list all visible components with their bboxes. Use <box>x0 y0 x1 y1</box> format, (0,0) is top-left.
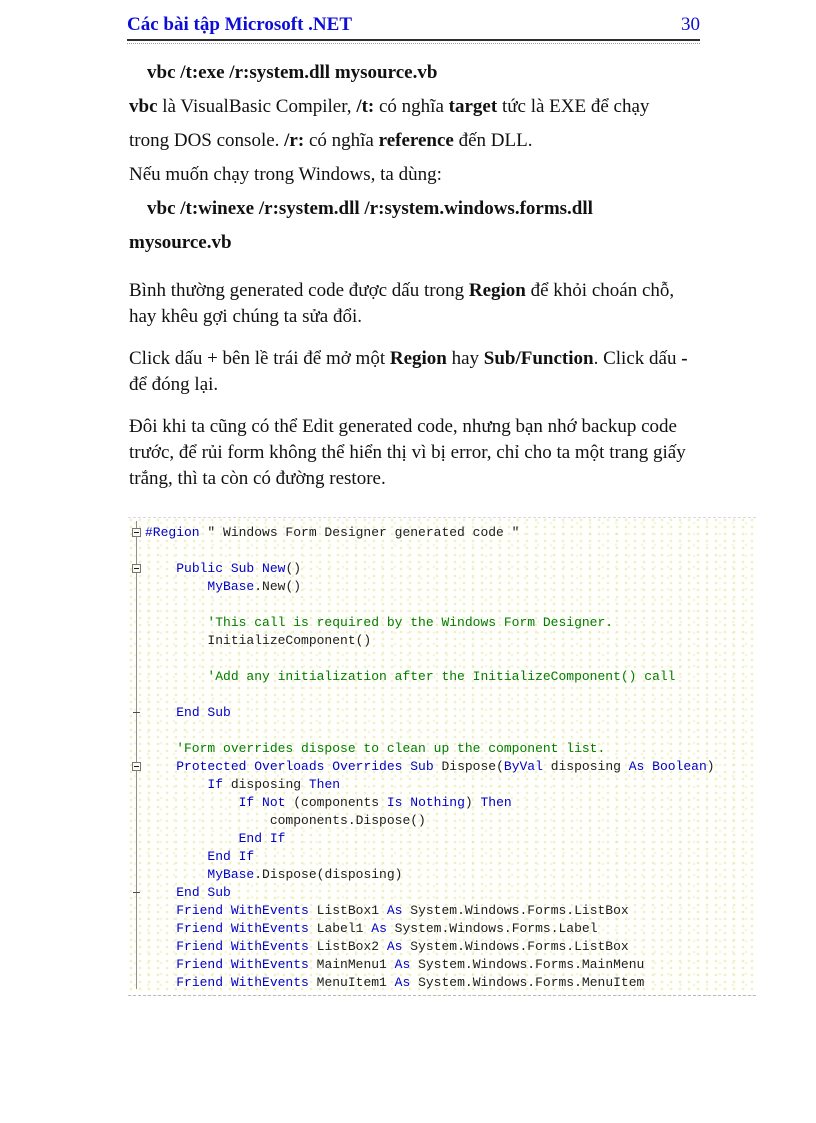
bold-text: vbc <box>129 96 158 117</box>
text: trước, để rủi form không thể hiển thị vì bị error, chỉ cho ta một trang giấy <box>129 442 686 463</box>
keyword: Public Sub New <box>176 561 286 576</box>
code <box>145 903 176 918</box>
code-text <box>145 813 426 828</box>
code-line <box>128 812 756 830</box>
collapse-region-icon <box>132 762 141 771</box>
code-text <box>145 759 715 774</box>
keyword: End If <box>238 831 286 846</box>
code-text <box>145 777 340 792</box>
code-line <box>128 902 756 920</box>
code-line <box>128 686 756 704</box>
region-end-tick-icon <box>133 712 140 713</box>
collapse-region-icon <box>132 564 141 573</box>
page-number: 30 <box>681 14 700 35</box>
code-line <box>128 758 756 776</box>
bold-text: - <box>681 348 688 369</box>
document-body <box>129 56 704 492</box>
keyword: End Sub <box>176 885 231 900</box>
keyword: As <box>371 921 387 936</box>
keyword: MyBase <box>207 579 255 594</box>
header-rule-dotted <box>127 43 700 44</box>
code-text <box>145 615 613 630</box>
bold-text: reference <box>378 130 454 151</box>
comment: 'Add any initialization after the InitializeComponent() call <box>145 669 676 684</box>
bold-text: Sub/Function <box>483 348 594 369</box>
code-line <box>128 524 756 542</box>
text-line <box>129 440 704 466</box>
code-text <box>145 885 231 900</box>
keyword: As <box>394 975 411 990</box>
keyword: #Region <box>145 525 200 540</box>
bold-text: target <box>448 96 498 117</box>
code-text <box>145 867 402 882</box>
page-header <box>127 14 700 44</box>
text: Đôi khi ta cũng có thể Edit generated code, nhưng bạn nhớ backup code <box>129 416 677 437</box>
bold-text: mysource.vb <box>129 232 232 253</box>
code <box>145 867 207 882</box>
code-text <box>145 669 676 684</box>
code: System.Windows.Forms.MenuItem <box>410 975 645 990</box>
minus-glyph <box>134 766 139 767</box>
text-line <box>129 192 704 226</box>
code: .Dispose(disposing) <box>254 867 403 882</box>
paragraphs-container <box>129 56 704 492</box>
text: trong DOS console. <box>129 130 285 151</box>
comment: 'Form overrides dispose to clean up the component list. <box>145 741 606 756</box>
text: có nghĩa <box>374 96 449 117</box>
keyword: If <box>207 777 224 792</box>
code-line <box>128 884 756 902</box>
code-line <box>128 776 756 794</box>
text: hay khêu gợi chúng ta sửa đổi. <box>129 306 362 327</box>
keyword: Protected Overloads Overrides Sub <box>176 759 434 774</box>
code <box>145 705 176 720</box>
code-text <box>145 579 301 594</box>
text: Bình thường generated code được dấu trong <box>129 280 469 301</box>
code-text <box>145 975 644 990</box>
code-text <box>145 849 254 864</box>
keyword: Friend WithEvents <box>176 921 309 936</box>
text-line <box>129 466 704 492</box>
code <box>145 777 207 792</box>
code-line <box>128 560 756 578</box>
code: MenuItem1 <box>308 975 395 990</box>
code-line <box>128 794 756 812</box>
command-block-dos <box>129 56 704 260</box>
code-line <box>128 848 756 866</box>
code <box>145 849 207 864</box>
code: components.Dispose() <box>145 813 426 828</box>
header-title: Các bài tập Microsoft .NET <box>127 14 352 35</box>
keyword: As Boolean <box>628 759 707 774</box>
code: disposing <box>223 777 309 792</box>
code-line <box>128 614 756 632</box>
code <box>145 579 207 594</box>
keyword: End Sub <box>176 705 231 720</box>
code: (components <box>285 795 387 810</box>
text: để đóng lại. <box>129 374 219 395</box>
code-text <box>145 561 301 576</box>
code-line <box>128 740 756 758</box>
text-line <box>129 414 704 440</box>
keyword: Is Nothing <box>386 795 465 810</box>
bold-text: vbc /t:winexe /r:system.dll /r:system.windows.forms.dll <box>147 198 593 219</box>
code-lines-container <box>128 524 756 992</box>
code <box>145 921 176 936</box>
code-text <box>145 525 519 540</box>
text-line <box>129 158 704 192</box>
code: System.Windows.Forms.Label <box>386 921 598 936</box>
bold-text: /r: <box>284 130 305 151</box>
code: Dispose( <box>433 759 504 774</box>
keyword: Friend WithEvents <box>176 957 309 972</box>
keyword: Then <box>308 777 341 792</box>
code <box>145 957 176 972</box>
code-line <box>128 920 756 938</box>
text: Click dấu + bên lề trái để mở một <box>129 348 390 369</box>
collapse-region-icon <box>132 528 141 537</box>
code: System.Windows.Forms.MainMenu <box>410 957 645 972</box>
text-line <box>129 372 704 398</box>
code: System.Windows.Forms.ListBox <box>402 903 629 918</box>
minus-glyph <box>134 532 139 533</box>
keyword: As <box>386 903 403 918</box>
code: ) <box>464 795 481 810</box>
comment: 'This call is required by the Windows Form Designer. <box>145 615 614 630</box>
keyword: As <box>394 957 411 972</box>
text: là VisualBasic Compiler, <box>157 96 357 117</box>
code-line <box>128 956 756 974</box>
code <box>145 975 176 990</box>
text: đến DLL. <box>453 130 533 151</box>
code-line <box>128 704 756 722</box>
keyword: As <box>386 939 403 954</box>
keyword: If Not <box>238 795 286 810</box>
code-line <box>128 650 756 668</box>
text-line <box>129 226 704 260</box>
code <box>145 795 239 810</box>
code <box>145 939 176 954</box>
keyword: Then <box>480 795 512 810</box>
text: . Click dấu <box>593 348 682 369</box>
text: hay <box>446 348 484 369</box>
text-line <box>129 56 704 90</box>
code: MainMenu1 <box>308 957 395 972</box>
code: () <box>285 561 302 576</box>
bold-text: Region <box>468 280 526 301</box>
code: ListBox2 <box>308 939 387 954</box>
code-line <box>128 542 756 560</box>
code <box>145 561 176 576</box>
code: .New() <box>254 579 302 594</box>
code: ) <box>706 759 715 774</box>
code-line <box>128 938 756 956</box>
text: trắng, thì ta còn có đường restore. <box>129 468 386 489</box>
code-line <box>128 578 756 596</box>
text: để khỏi choán chỗ, <box>525 280 675 301</box>
code-editor-screenshot <box>128 517 756 996</box>
text-line <box>129 278 704 304</box>
code: ListBox1 <box>308 903 387 918</box>
code: Label1 <box>308 921 372 936</box>
code-text <box>145 957 644 972</box>
code-text <box>145 939 629 954</box>
keyword: Friend WithEvents <box>176 939 309 954</box>
code: disposing <box>542 759 629 774</box>
code-line <box>128 866 756 884</box>
code-line <box>128 830 756 848</box>
text: có nghĩa <box>304 130 379 151</box>
text: tức là EXE để chạy <box>497 96 650 117</box>
code-line <box>128 974 756 992</box>
code: InitializeComponent() <box>145 633 372 648</box>
code-text <box>145 903 629 918</box>
code <box>145 759 176 774</box>
text-line <box>129 90 704 124</box>
code-text <box>145 921 598 936</box>
keyword: ByVal <box>503 759 543 774</box>
code: " Windows Form Designer generated code " <box>199 525 520 540</box>
text: Nếu muốn chạy trong Windows, ta dùng: <box>129 164 442 185</box>
region-end-tick-icon <box>133 892 140 893</box>
text-line <box>129 124 704 158</box>
keyword: End If <box>207 849 255 864</box>
code <box>145 831 239 846</box>
code-line <box>128 632 756 650</box>
paragraph-edit-backup <box>129 414 704 492</box>
code: System.Windows.Forms.ListBox <box>402 939 629 954</box>
bold-text: Region <box>389 348 447 369</box>
text-line <box>129 304 704 330</box>
paragraph-region-hide <box>129 278 704 330</box>
code-text <box>145 705 231 720</box>
code-text <box>145 795 512 810</box>
code-line <box>128 722 756 740</box>
code-text <box>145 741 605 756</box>
text-line <box>129 346 704 372</box>
minus-glyph <box>134 568 139 569</box>
code-text <box>145 831 285 846</box>
paragraph-click-expand <box>129 346 704 398</box>
keyword: Friend WithEvents <box>176 975 309 990</box>
header-rule-solid <box>127 39 700 41</box>
code-line <box>128 668 756 686</box>
keyword: MyBase <box>207 867 255 882</box>
keyword: Friend WithEvents <box>176 903 309 918</box>
code <box>145 885 176 900</box>
bold-text: vbc /t:exe /r:system.dll mysource.vb <box>147 62 438 83</box>
code-line <box>128 596 756 614</box>
code-text <box>145 633 371 648</box>
bold-text: /t: <box>356 96 375 117</box>
